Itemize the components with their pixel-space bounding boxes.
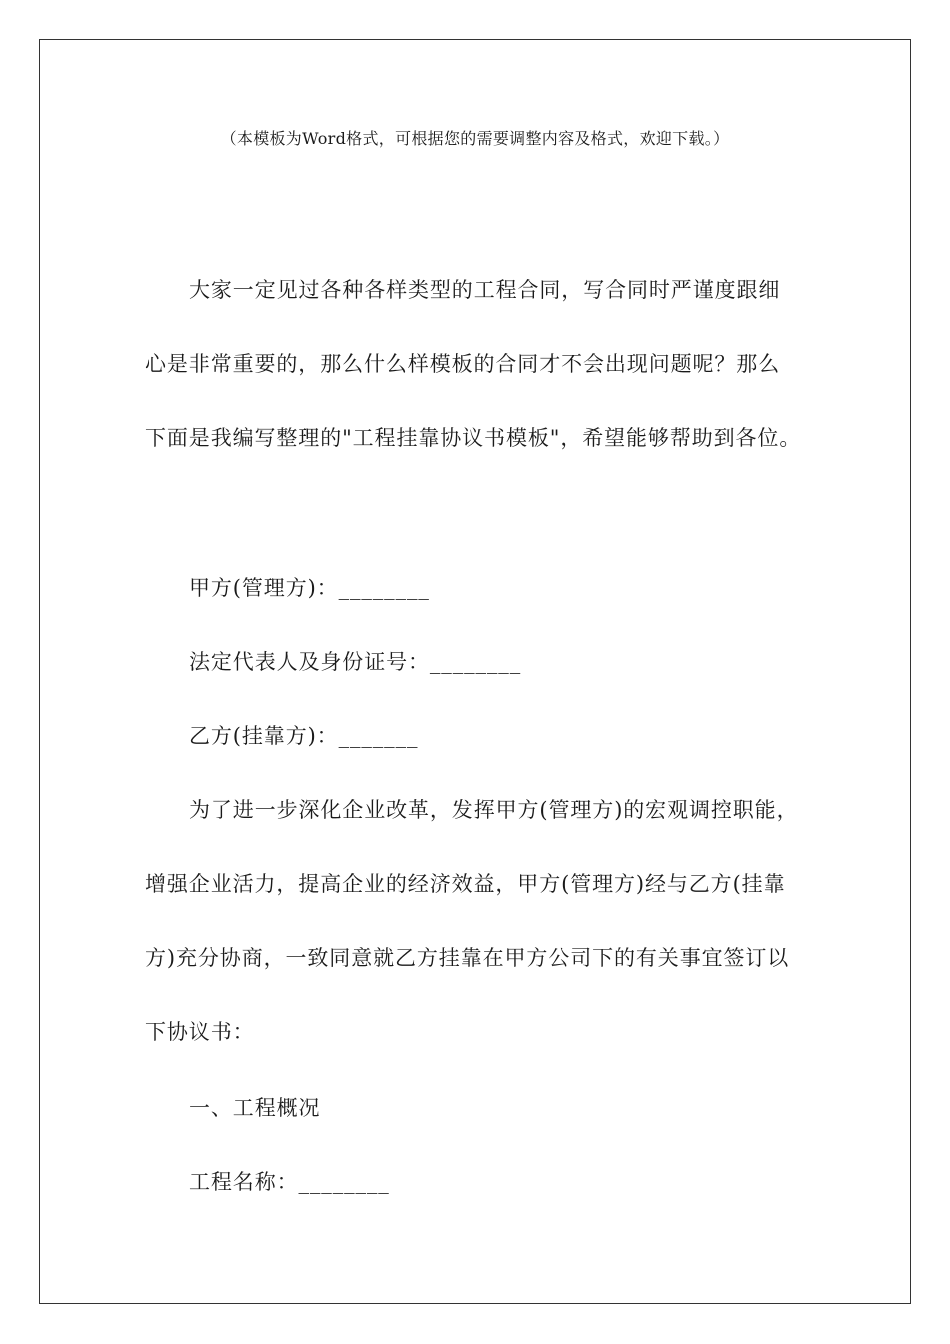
legal-rep-line: 法定代表人及身份证号：________ [189, 650, 522, 674]
intro-paragraph [145, 253, 810, 475]
template-note: （本模板为Word格式，可根据您的需要调整内容及格式，欢迎下载。） [220, 129, 730, 148]
party-a-line: 甲方(管理方)：________ [189, 576, 430, 600]
purpose-line: 为了进一步深化企业改革，发挥甲方(管理方)的宏观调控职能， [189, 798, 799, 822]
section-heading: 一、工程概况 [189, 1096, 321, 1120]
intro-line: 大家一定见过各种各样类型的工程合同，写合同时严谨度跟细 [189, 278, 781, 302]
party-b-line: 乙方(挂靠方)：_______ [189, 724, 419, 748]
purpose-line: 方)充分协商，一致同意就乙方挂靠在甲方公司下的有关事宜签订以 [145, 946, 790, 970]
purpose-line: 增强企业活力，提高企业的经济效益，甲方(管理方)经与乙方(挂靠 [145, 872, 786, 896]
purpose-paragraph [145, 773, 810, 1069]
intro-line: 心是非常重要的，那么什么样模板的合同才不会出现问题呢？那么 [145, 352, 781, 376]
purpose-line: 下协议书： [145, 1020, 255, 1044]
intro-line: 下面是我编写整理的"工程挂靠协议书模板"，希望能够帮助到各位。 [145, 426, 802, 450]
project-name-line: 工程名称：________ [189, 1170, 390, 1194]
